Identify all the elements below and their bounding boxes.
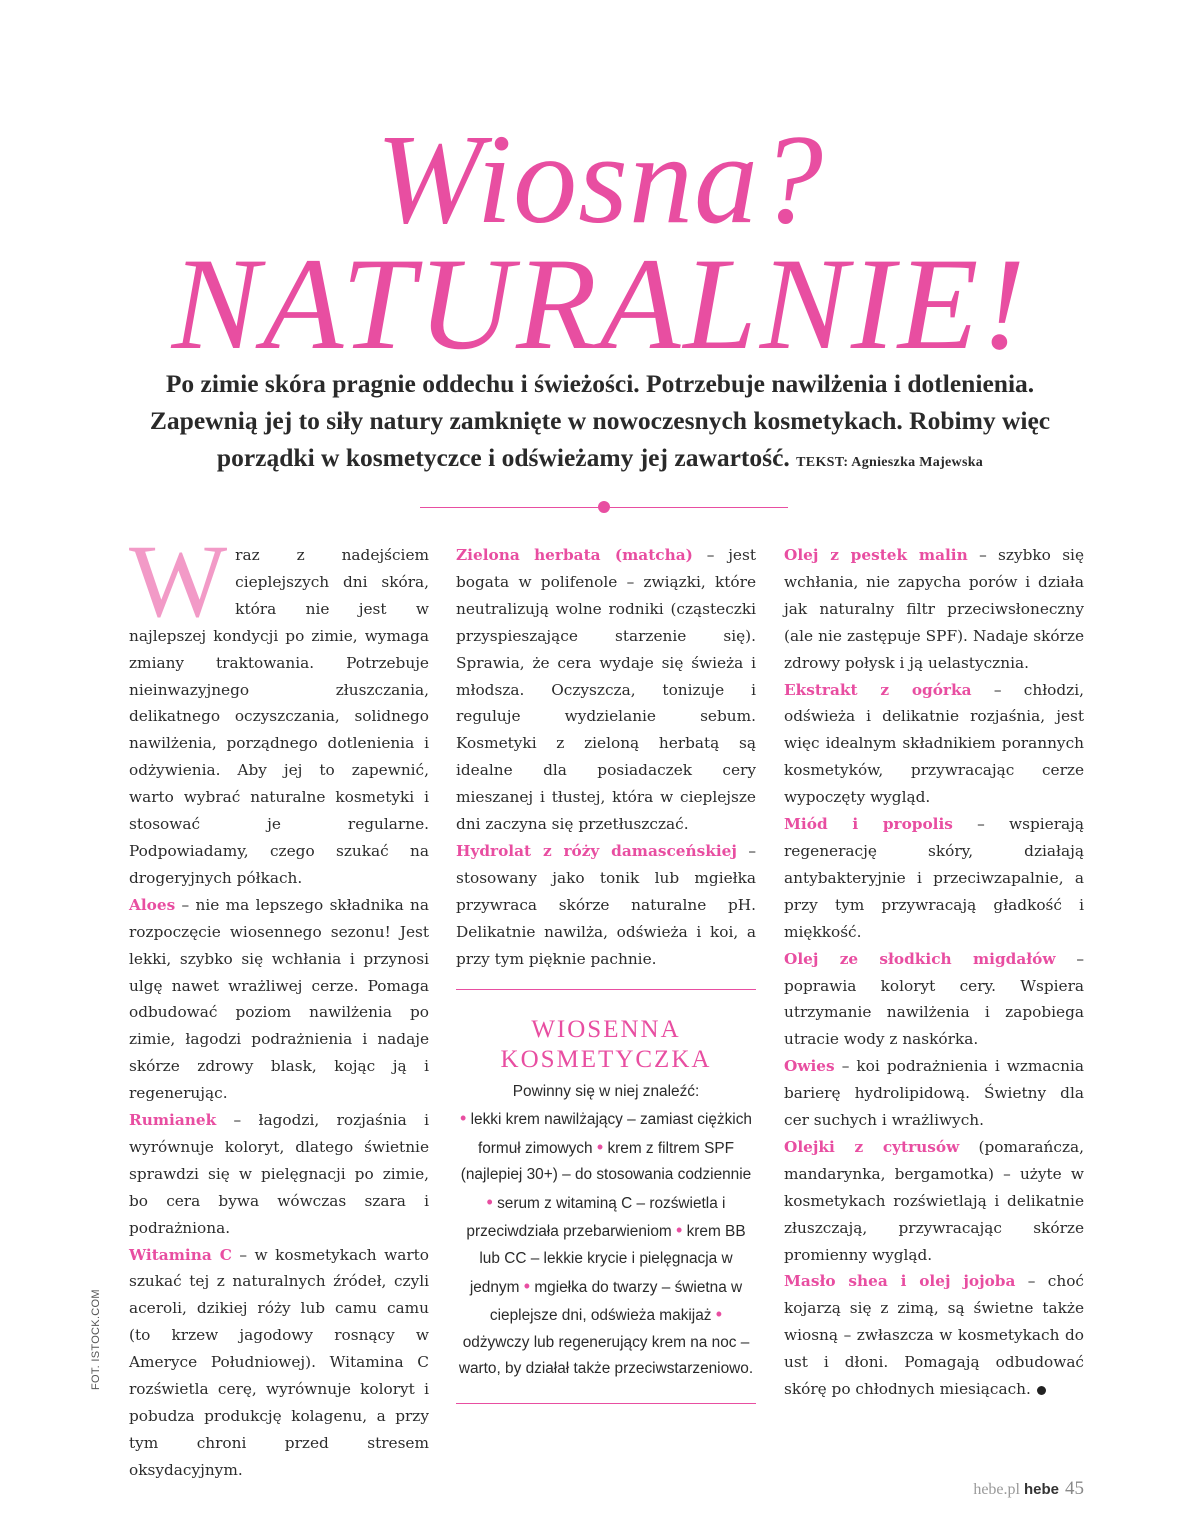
footer-brand-logo: hebe	[1023, 1481, 1059, 1498]
box-item: krem BB lub CC – lekkie krycie i pielęgnacja w jednym	[469, 1223, 746, 1296]
box-item: krem z filtrem SPF (najlepiej 30+) – do stosowania codziennie	[460, 1139, 752, 1184]
ingredient-paragraph	[129, 892, 429, 1107]
bullet-icon: •	[523, 1275, 531, 1296]
ingredient-paragraph	[784, 1268, 1084, 1403]
ingredient-term: Witamina C	[129, 1245, 232, 1264]
ingredient-term: Olej z pestek malin	[784, 546, 968, 564]
bullet-icon: •	[715, 1304, 723, 1325]
article-column-2	[456, 542, 756, 1404]
bullet-icon: •	[675, 1220, 683, 1241]
author-credit: TEKST: Agnieszka Majewska	[796, 455, 984, 470]
ingredient-text: – nie ma lepszego składnika na rozpoczęcie wiosennego sezonu! Jest lekki, szybko się wchłania i przynosi ulgę nawet wrażliwej cerze. Pomaga odbudować poziom nawilżenia po zimie, łagodzi podrażnienia i nadaje skórze zdrowy blask, kojąc ją i regenerując.	[129, 895, 429, 1103]
headline-line-2: NATURALNIE!	[171, 230, 1029, 377]
ingredient-paragraph	[784, 1134, 1084, 1269]
box-list	[456, 1105, 756, 1383]
box-item: serum z witaminą C – rozświetla i przeciwdziała przebarwieniom	[466, 1194, 726, 1241]
box-item: mgiełka do twarzy – świetna w cieplejsze dni, odświeża makijaż	[489, 1278, 743, 1325]
ingredient-paragraph	[784, 811, 1084, 946]
ingredient-paragraph	[456, 542, 756, 838]
ingredient-term: Ekstrakt z ogórka	[784, 680, 972, 699]
ingredient-paragraph	[784, 542, 1084, 677]
lead-text: Po zimie skóra pragnie oddechu i świeżości. Potrzebuje nawilżenia i dotlenienia. Zapewnią jej to siły natury zamknięte w nowoczesnych kosmetykach. Robimy więc porządki w kosmetyczce i odświeżamy jej zawartość.	[149, 369, 1051, 472]
box-title-line-1: WIOSENNA	[531, 1015, 681, 1043]
ingredient-text: – wspierają regenerację skóry, działają antybakteryjnie i przeciwzapalnie, a przy tym przywracają gładkość i miękkość.	[784, 815, 1084, 941]
bullet-icon: •	[460, 1108, 467, 1129]
box-top-rule	[456, 989, 756, 990]
ingredient-paragraph	[129, 1242, 429, 1484]
bullet-icon: •	[486, 1191, 493, 1212]
ingredient-paragraph	[456, 838, 756, 973]
ingredient-text: – koi podrażnienia i wzmacnia barierę hydrolipidową. Świetny dla cer suchych i wrażliwych.	[784, 1057, 1084, 1130]
ingredient-term: Olejki z cytrusów	[784, 1137, 960, 1156]
ingredient-text: – szybko się wchłania, nie zapycha porów i działa jak naturalny filtr przeciwsłoneczny (ale nie zastępuje SPF). Nadaje skórze zdrowy połysk i ją uelastycznia.	[784, 546, 1084, 672]
ingredient-term: Owies	[784, 1057, 835, 1076]
ingredient-paragraph	[784, 1053, 1084, 1134]
ingredient-text: – w kosmetykach warto szukać tej z naturalnych źródeł, czyli aceroli, dzikiej róży lub camu camu (to krzew jagodowy rosnący w Ameryce Południowej). Witamina C rozświetla cerę, wyrównuje koloryt i pobudza produkcję kolagenu, a przy tym chroni przed stresem oksydacyjnym.	[129, 1245, 429, 1479]
article-column-1	[129, 524, 429, 1484]
box-bottom-rule	[456, 1403, 756, 1404]
ingredient-text: – chłodzi, odświeża i delikatnie rozjaśnia, jest więc idealnym składnikiem porannych kosmetyków, przywracając cerze wypoczęty wygląd.	[784, 680, 1084, 807]
photo-credit: FOT. ISTOCK.COM	[90, 1289, 102, 1390]
box-title-line-2: KOSMETYCZKA	[500, 1045, 712, 1073]
ingredient-term: Aloes	[129, 895, 176, 914]
end-mark-icon	[1037, 1386, 1046, 1395]
ingredient-paragraph	[784, 677, 1084, 812]
ingredient-term: Zielona herbata (matcha)	[456, 546, 693, 564]
page-number: 45	[1065, 1478, 1084, 1499]
ingredient-text: (pomarańcza, mandarynka, bergamotka) – użyte w kosmetykach rozświetlają i delikatnie złuszczają, przywracając skórze promienny wygląd.	[784, 1137, 1084, 1264]
headline-line-1: Wiosna?	[376, 108, 824, 250]
ingredient-term: Masło shea i olej jojoba	[784, 1272, 1016, 1291]
separator-line-left	[420, 507, 598, 508]
ingredient-term: Miód i propolis	[784, 815, 953, 834]
ingredient-term: Rumianek	[129, 1111, 217, 1130]
separator-dot	[598, 501, 610, 513]
ingredient-text: – jest bogata w polifenole – związki, które neutralizują wolne rodniki (cząsteczki przyspieszające starzenie się). Sprawia, że cera wydaje się świeża i młodsza. Oczyszcza, tonizuje i reguluje wydzielanie sebum. Kosmetyki z zieloną herbatą są idealne dla posiadaczek cery mieszanej i tłustej, która w cieplejsze dni zaczyna się przetłuszczać.	[456, 546, 756, 834]
sidebar-box	[456, 1015, 756, 1384]
ingredient-text: – choć kojarzą się z zimą, są świetne także wiosną – zwłaszcza w kosmetykach do ust i dłoni. Pomagają odbudować skórę po chłodnych miesiącach.	[784, 1272, 1084, 1399]
intro-paragraph	[129, 524, 429, 892]
ingredient-term: Olej ze słodkich migdałów	[784, 949, 1056, 968]
box-intro: Powinny się w niej znaleźć:	[512, 1082, 700, 1100]
ingredient-paragraph	[129, 1107, 429, 1242]
box-item: odżywczy lub regenerujący krem na noc – warto, by działał także przeciwstarzeniowo.	[458, 1333, 754, 1378]
lead-paragraph	[110, 365, 1090, 481]
ingredient-term: Hydrolat z róży damasceńskiej	[456, 841, 737, 860]
page-footer	[973, 1478, 1084, 1500]
ingredient-text: – poprawia koloryt cery. Wspiera utrzymanie nawilżenia i zapobiega utracie wody z naskórka.	[784, 949, 1084, 1049]
intro-text: raz z nadejściem cieplejszych dni skóra, która nie jest w najlepszej kondycji po zimie, wymaga zmiany traktowania. Potrzebuje nieinwazyjnego złuszczania, delikatnego oczyszczania, solidnego nawilżenia, porządnego dotlenienia i odżywienia. Aby jej to zapewnić, warto wybrać naturalne kosmetyki i stosować je regularne. Podpowiadamy, czego szukać na drogeryjnych półkach.	[129, 546, 429, 887]
drop-cap: W	[129, 524, 228, 639]
separator-line-right	[610, 507, 788, 508]
footer-site: hebe.pl	[973, 1481, 1020, 1498]
ingredient-paragraph	[784, 946, 1084, 1054]
ingredient-text: – stosowany jako tonik lub mgiełka przywraca skórze naturalne pH. Delikatnie nawilża, odświeża i koi, a przy tym pięknie pachnie.	[456, 841, 756, 968]
article-column-3	[784, 542, 1084, 1403]
box-item: lekki krem nawilżający – zamiast ciężkich formuł zimowych	[470, 1111, 752, 1157]
ingredient-text: – łagodzi, rozjaśnia i wyrównuje koloryt, dlatego świetnie sprawdzi się w pielęgnacji po zimie, bo cera bywa wówczas szara i podrażniona.	[129, 1111, 429, 1237]
box-title	[456, 1015, 756, 1075]
bullet-icon: •	[596, 1136, 604, 1157]
